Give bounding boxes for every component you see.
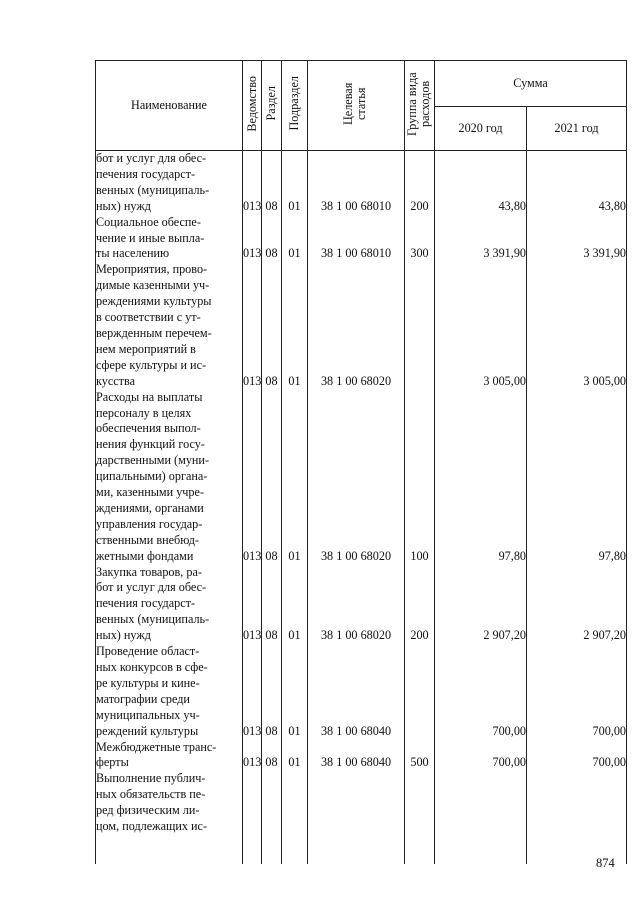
row-sum-2020: 43,80	[435, 151, 527, 215]
row-razdel: 08	[262, 215, 282, 263]
row-razdel: 08	[262, 151, 282, 215]
header-year-2020: 2020 год	[435, 107, 527, 151]
row-sum-2021: 2 907,20	[527, 565, 627, 645]
row-name: Выполнение публич- ных обязательств пе- ред физическим ли- цом, подлежащих ис-	[96, 771, 243, 864]
budget-table	[95, 60, 627, 864]
row-podrazdel: 01	[282, 390, 308, 565]
row-celevaya: 38 1 00 68020	[308, 565, 405, 645]
row-gruppa: 500	[405, 740, 435, 772]
row-sum-2021	[527, 771, 627, 864]
row-celevaya: 38 1 00 68040	[308, 740, 405, 772]
row-name: бот и услуг для обес- печения государст- венных (муниципаль- ных) нужд	[96, 151, 243, 215]
page-number: 874	[596, 856, 615, 870]
row-podrazdel: 01	[282, 262, 308, 389]
row-celevaya: 38 1 00 68020	[308, 262, 405, 389]
row-sum-2021: 97,80	[527, 390, 627, 565]
row-sum-2020	[435, 771, 527, 864]
row-podrazdel: 01	[282, 644, 308, 739]
row-sum-2020: 2 907,20	[435, 565, 527, 645]
row-gruppa	[405, 771, 435, 864]
row-vedomstvo: 013	[243, 740, 262, 772]
row-razdel: 08	[262, 262, 282, 389]
row-podrazdel: 01	[282, 565, 308, 645]
row-vedomstvo: 013	[243, 151, 262, 215]
row-vedomstvo	[243, 771, 262, 864]
table-row	[96, 740, 627, 772]
row-celevaya: 38 1 00 68020	[308, 390, 405, 565]
table-row	[96, 771, 627, 864]
row-celevaya	[308, 771, 405, 864]
row-vedomstvo: 013	[243, 262, 262, 389]
row-razdel: 08	[262, 390, 282, 565]
row-podrazdel: 01	[282, 740, 308, 772]
row-gruppa: 100	[405, 390, 435, 565]
row-podrazdel	[282, 771, 308, 864]
row-gruppa	[405, 262, 435, 389]
row-sum-2020: 3 005,00	[435, 262, 527, 389]
row-sum-2020: 700,00	[435, 644, 527, 739]
row-razdel	[262, 771, 282, 864]
table-row	[96, 565, 627, 645]
row-sum-2021: 3 391,90	[527, 215, 627, 263]
table-row	[96, 215, 627, 263]
row-name: Расходы на выплаты персоналу в целях обеспечения выпол- нения функций госу- дарственными (муни- ципальными) органа- ми, казенными учре- ждениями, органами управления государ- ственными внебюд- жетными фондами	[96, 390, 243, 565]
row-sum-2020: 97,80	[435, 390, 527, 565]
row-gruppa	[405, 644, 435, 739]
row-razdel: 08	[262, 644, 282, 739]
row-vedomstvo: 013	[243, 565, 262, 645]
header-celevaya: Целевая статья	[308, 61, 405, 151]
row-razdel: 08	[262, 565, 282, 645]
header-podrazdel: Подраздел	[282, 61, 308, 151]
row-name: Закупка товаров, ра- бот и услуг для обес- печения государст- венных (муниципаль- ных) нужд	[96, 565, 243, 645]
row-podrazdel: 01	[282, 215, 308, 263]
row-sum-2021: 3 005,00	[527, 262, 627, 389]
row-vedomstvo: 013	[243, 215, 262, 263]
header-razdel: Раздел	[262, 61, 282, 151]
table-header	[96, 61, 627, 151]
header-vedomstvo: Ведомство	[243, 61, 262, 151]
row-name: Проведение област- ных конкурсов в сфе- ре культуры и кине- матографии среди муниципальных уч- реждений культуры	[96, 644, 243, 739]
row-sum-2021: 43,80	[527, 151, 627, 215]
table-row	[96, 262, 627, 389]
table-row	[96, 644, 627, 739]
header-year-2021: 2021 год	[527, 107, 627, 151]
row-name: Мероприятия, прово- димые казенными уч- реждениями культуры в соответствии с ут- вержденным перечем- нем мероприятий в сфере культуры и ис- кусства	[96, 262, 243, 389]
header-summa: Сумма	[435, 61, 627, 107]
table-row	[96, 151, 627, 215]
row-celevaya: 38 1 00 68010	[308, 151, 405, 215]
row-gruppa: 300	[405, 215, 435, 263]
row-razdel: 08	[262, 740, 282, 772]
table-row	[96, 390, 627, 565]
row-vedomstvo: 013	[243, 644, 262, 739]
row-sum-2020: 700,00	[435, 740, 527, 772]
row-sum-2021: 700,00	[527, 644, 627, 739]
row-name: Социальное обеспе- чение и иные выпла- ты населению	[96, 215, 243, 263]
row-gruppa: 200	[405, 151, 435, 215]
row-sum-2021: 700,00	[527, 740, 627, 772]
row-podrazdel: 01	[282, 151, 308, 215]
table-body	[96, 151, 627, 865]
row-celevaya: 38 1 00 68010	[308, 215, 405, 263]
header-name: Наименование	[96, 61, 243, 151]
row-sum-2020: 3 391,90	[435, 215, 527, 263]
header-gruppa: Группа вида расходов	[405, 61, 435, 151]
row-gruppa: 200	[405, 565, 435, 645]
row-celevaya: 38 1 00 68040	[308, 644, 405, 739]
row-name: Межбюджетные транс- ферты	[96, 740, 243, 772]
row-vedomstvo: 013	[243, 390, 262, 565]
